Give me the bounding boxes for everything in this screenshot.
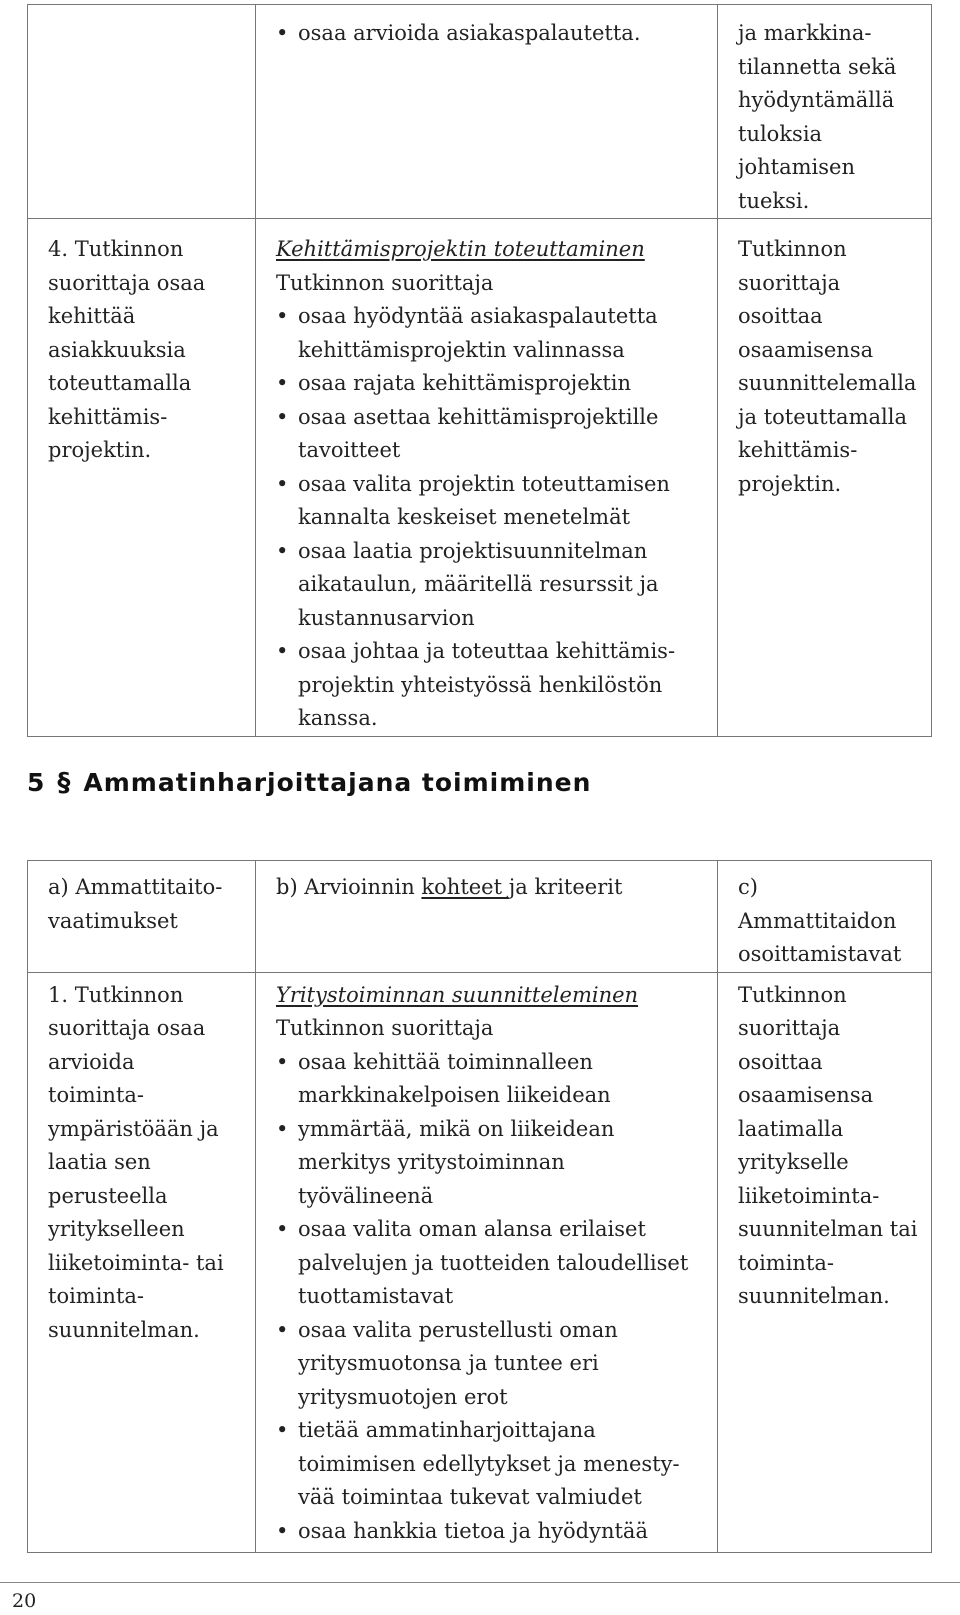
- column-header-c: [718, 861, 932, 973]
- text-line: • osaa valita perustellusti oman: [298, 1317, 618, 1342]
- column-header-b: [256, 861, 718, 973]
- section-number: 5: [27, 768, 46, 797]
- text-line: kehittää: [48, 304, 136, 328]
- table-row: [28, 219, 932, 737]
- text-line: osoittamistavat: [738, 942, 902, 966]
- text-line: suorittaja osaa: [48, 270, 206, 295]
- text-line: suunnitelman tai: [738, 1217, 918, 1241]
- text-line: markkinakelpoisen liikeidean: [298, 1083, 611, 1107]
- criteria-title: Kehittämisprojektin toteuttaminen: [276, 237, 645, 261]
- text-line: liiketoiminta- tai: [48, 1250, 224, 1275]
- text-line: tilannetta sekä: [738, 54, 897, 79]
- list-item: [276, 1414, 709, 1515]
- text-line: • osaa asettaa kehittämisprojektille: [298, 404, 659, 429]
- text-line: työvälineenä: [298, 1183, 434, 1208]
- text-line: ja markkina-: [738, 21, 872, 45]
- text-line: suorittaja osoittaa: [738, 270, 841, 328]
- section-symbol: §: [57, 768, 72, 798]
- criteria-cell: [256, 972, 718, 1552]
- criteria-subject: Tutkinnon suorittaja: [276, 1016, 494, 1040]
- text-line: yritykselleen: [48, 1217, 185, 1241]
- section-title: Ammatinharjoittajana toimiminen: [83, 768, 592, 797]
- text-line: yritykselle: [738, 1150, 849, 1174]
- demonstration-cell: [718, 972, 932, 1552]
- list-item: [276, 635, 709, 736]
- text-line: ja toteuttamalla: [738, 404, 907, 429]
- text-line: • ymmärtää, mikä on liikeidean: [298, 1116, 615, 1141]
- text-line: palvelujen ja tuotteiden taloudelliset: [298, 1250, 689, 1275]
- text-line: 4. Tutkinnon: [48, 237, 184, 261]
- text-line: tuloksia: [738, 121, 823, 146]
- text-line: liiketoiminta-: [738, 1183, 880, 1208]
- competence-cell: [28, 219, 256, 737]
- text-line: projektin.: [738, 471, 842, 496]
- text-line: projektin.: [48, 438, 152, 462]
- text-line: tavoitteet: [298, 438, 401, 462]
- text-line: asiakkuuksia: [48, 337, 186, 362]
- text-line: toiminta-: [48, 1083, 145, 1107]
- list-item: [276, 1046, 709, 1113]
- text-line: • osaa valita oman alansa erilaiset: [298, 1217, 646, 1241]
- text-line: vää toimintaa tukevat valmiudet: [298, 1485, 642, 1509]
- list-item: [276, 1314, 709, 1415]
- text-line: suorittaja osaa: [48, 1016, 206, 1040]
- header-b-prefix: b) Arvioinnin: [276, 875, 422, 899]
- text-line: kanssa.: [298, 706, 378, 730]
- text-line: kehittämisprojektin valinnassa: [298, 337, 625, 362]
- criteria-list: [276, 1046, 709, 1549]
- text-line: toiminta-: [48, 1284, 145, 1308]
- text-line: • osaa hankkia tietoa ja hyödyntää: [298, 1518, 648, 1543]
- text-line: Tutkinnon: [738, 982, 847, 1007]
- text-line: aikataulun, määritellä resurssit ja: [298, 572, 659, 596]
- list-item: [276, 468, 709, 535]
- text-line: tueksi.: [738, 188, 810, 213]
- text-line: kehittämis-: [738, 438, 858, 462]
- text-line: suorittaja osoittaa: [738, 1016, 841, 1074]
- text-line: 1. Tutkinnon: [48, 982, 184, 1007]
- text-line: laatimalla: [738, 1116, 844, 1141]
- text-line: johtamisen: [738, 155, 855, 179]
- text-line: a) Ammattitaito-: [48, 875, 223, 899]
- text-line: perusteella: [48, 1183, 168, 1208]
- demonstration-cell: [718, 5, 932, 219]
- list-item: [276, 1113, 709, 1214]
- criteria-title: Yritystoiminnan suunnitteleminen: [276, 982, 639, 1007]
- text-line: tuottamistavat: [298, 1284, 454, 1308]
- competence-cell: [28, 972, 256, 1552]
- text-line: kehittämis-: [48, 404, 168, 429]
- section-heading: [27, 768, 591, 798]
- footer-divider: [0, 1582, 960, 1583]
- header-b-suffix: ja kriteerit: [508, 875, 623, 899]
- table-row: [28, 972, 932, 1552]
- text-line: c) Ammattitaidon: [738, 875, 897, 933]
- text-line: • tietää ammatinharjoittajana: [298, 1418, 596, 1442]
- text-line: vaatimukset: [48, 908, 178, 933]
- text-line: suunnitelman.: [738, 1284, 890, 1308]
- list-item: [276, 1213, 709, 1314]
- list-item: • osaa arvioida asiakaspalautetta.: [276, 17, 709, 51]
- list-item: [276, 300, 709, 367]
- text-line: • osaa rajata kehittämisprojektin: [298, 371, 632, 395]
- text-line: osaamisensa: [738, 337, 874, 362]
- text-line: suunnittelemalla: [738, 371, 917, 395]
- text-line: yritysmuotonsa ja tuntee eri: [298, 1351, 599, 1375]
- text-line: hyödyntämällä: [738, 88, 895, 112]
- text-line: • osaa kehittää toiminnalleen: [298, 1049, 593, 1074]
- table-header-row: [28, 861, 932, 973]
- text-line: toteuttamalla: [48, 371, 192, 395]
- assessment-table-top: [27, 4, 932, 737]
- criteria-cell: [256, 5, 718, 219]
- competence-cell: [28, 5, 256, 219]
- column-header-a: [28, 861, 256, 973]
- text-line: toimimisen edellytykset ja menesty-: [298, 1451, 680, 1476]
- table-row: [28, 5, 932, 219]
- assessment-table-bottom: [27, 860, 932, 1553]
- criteria-subject: Tutkinnon suorittaja: [276, 270, 494, 295]
- list-item: [276, 367, 709, 401]
- criteria-list: [276, 300, 709, 736]
- text-line: arvioida: [48, 1049, 135, 1074]
- criteria-cell: [256, 219, 718, 737]
- text-line: suunnitelman.: [48, 1317, 200, 1342]
- text-line: • osaa laatia projektisuunnitelman: [298, 538, 648, 563]
- text-line: merkitys yritystoiminnan: [298, 1150, 565, 1174]
- text-line: Tutkinnon: [738, 237, 847, 261]
- text-line: • osaa valita projektin toteuttamisen: [298, 471, 670, 496]
- text-line: osaamisensa: [738, 1083, 874, 1107]
- text-line: ympäristöään ja: [48, 1116, 219, 1141]
- text-line: projektin yhteistyössä henkilöstön: [298, 672, 663, 697]
- text-line: yritysmuotojen erot: [298, 1384, 508, 1409]
- text-line: kannalta keskeiset menetelmät: [298, 505, 631, 529]
- text-line: • osaa johtaa ja toteuttaa kehittämis-: [298, 639, 676, 663]
- header-b-underlined: kohteet: [421, 875, 509, 899]
- demonstration-cell: [718, 219, 932, 737]
- page-number: 20: [12, 1590, 37, 1612]
- text-line: kustannusarvion: [298, 605, 475, 630]
- list-item: [276, 1515, 709, 1549]
- text-line: laatia sen: [48, 1150, 151, 1174]
- text-line: • osaa hyödyntää asiakaspalautetta: [298, 304, 658, 328]
- list-item: [276, 401, 709, 468]
- text-line: toiminta-: [738, 1250, 835, 1275]
- list-item: [276, 535, 709, 636]
